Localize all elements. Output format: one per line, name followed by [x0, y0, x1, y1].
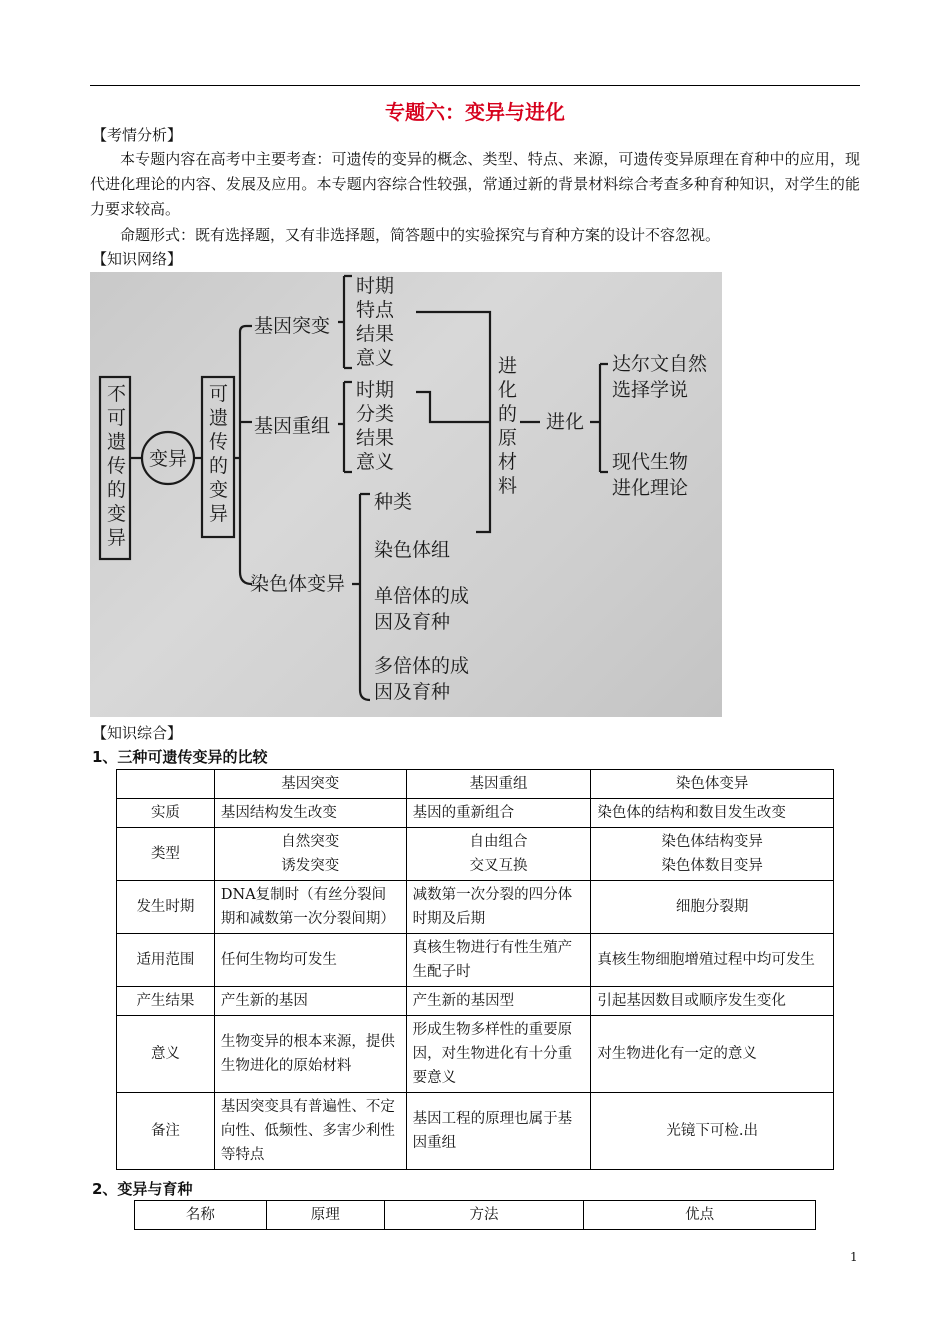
table-cell: 真核生物进行有性生殖产生配子时 [406, 934, 591, 987]
svg-text:多倍体的成: 多倍体的成 [374, 655, 470, 677]
svg-text:化: 化 [498, 379, 518, 401]
table-cell: 染色体结构变异 染色体数目变异 [591, 828, 834, 881]
row-label-cell: 备注 [117, 1093, 215, 1170]
table-cell: 光镜下可检.出 [591, 1093, 834, 1170]
table-header-cell: 优点 [584, 1201, 816, 1230]
branch-gene-recombination: 基因重组 [254, 415, 331, 437]
knowledge-network-diagram [90, 272, 722, 717]
breeding-table [134, 1200, 816, 1230]
table-cell: 真核生物细胞增殖过程中均可发生 [591, 934, 834, 987]
table-cell: 基因的重新组合 [406, 799, 591, 828]
table-cell: 产生新的基因型 [406, 987, 591, 1016]
recombination-items [356, 379, 394, 473]
svg-text:因及育种: 因及育种 [374, 611, 451, 633]
row-label-cell: 意义 [117, 1016, 215, 1093]
table-header-cell: 染色体变异 [591, 770, 834, 799]
raw-material-label [498, 355, 517, 497]
svg-text:结果: 结果 [356, 427, 395, 449]
svg-text:意义: 意义 [356, 451, 395, 473]
svg-text:不: 不 [107, 383, 127, 405]
table-cell: 基因结构发生改变 [214, 799, 406, 828]
table-header-cell: 原理 [266, 1201, 384, 1230]
table-cell: 染色体的结构和数目发生改变 [591, 799, 834, 828]
page-number: 1 [850, 1250, 858, 1264]
row-label-cell: 发生时期 [117, 881, 215, 934]
table2-title: 2、变异与育种 [92, 1180, 193, 1198]
svg-text:原: 原 [498, 427, 518, 449]
table-row [117, 934, 834, 987]
table-row [117, 799, 834, 828]
svg-text:可: 可 [107, 407, 127, 429]
table-cell: 生物变异的根本来源，提供生物进化的原始材料 [214, 1016, 406, 1093]
evolution-label: 进化 [546, 411, 585, 433]
row-label-cell: 适用范围 [117, 934, 215, 987]
row-label-cell: 实质 [117, 799, 215, 828]
svg-text:达尔文自然: 达尔文自然 [612, 353, 708, 375]
svg-text:结果: 结果 [356, 323, 395, 345]
svg-text:异: 异 [107, 527, 127, 549]
svg-text:选择学说: 选择学说 [612, 379, 689, 401]
table-cell: 任何生物均可发生 [214, 934, 406, 987]
table-row [117, 987, 834, 1016]
svg-text:的: 的 [498, 403, 518, 425]
svg-text:变: 变 [209, 479, 229, 501]
svg-text:种类: 种类 [374, 491, 413, 513]
mutation-items [356, 275, 395, 369]
row-label-cell: 类型 [117, 828, 215, 881]
branch-gene-mutation: 基因突变 [254, 315, 331, 337]
table-header-row [117, 770, 834, 799]
heritable-label [209, 383, 228, 525]
table-cell: 引起基因数目或顺序发生变化 [591, 987, 834, 1016]
table-cell: 自由组合 交叉互换 [406, 828, 591, 881]
svg-text:材: 材 [498, 451, 518, 473]
network-heading: 【知识网络】 [92, 250, 183, 268]
table-row [117, 828, 834, 881]
table-cell: 减数第一次分裂的四分体时期及后期 [406, 881, 591, 934]
svg-text:遗: 遗 [107, 431, 127, 453]
table-cell: 自然突变 诱发突变 [214, 828, 406, 881]
variation-label: 变异 [149, 448, 188, 470]
kaoqing-heading: 【考情分析】 [92, 126, 183, 144]
page-title: 专题六：变异与进化 [385, 100, 565, 124]
table-cell: 对生物进化有一定的意义 [591, 1016, 834, 1093]
svg-text:传: 传 [107, 455, 127, 477]
svg-text:传: 传 [209, 431, 229, 453]
table-cell: 细胞分裂期 [591, 881, 834, 934]
svg-text:时期: 时期 [356, 275, 395, 297]
row-label-cell: 产生结果 [117, 987, 215, 1016]
table1-title: 1、三种可遗传变异的比较 [92, 748, 268, 766]
svg-text:因及育种: 因及育种 [374, 681, 451, 703]
svg-text:料: 料 [498, 475, 518, 497]
svg-text:意义: 意义 [356, 347, 395, 369]
svg-text:进化理论: 进化理论 [612, 477, 689, 499]
svg-text:时期: 时期 [356, 379, 395, 401]
table-cell: 形成生物多样性的重要原因，对生物进化有十分重要意义 [406, 1016, 591, 1093]
svg-text:遗: 遗 [209, 407, 229, 429]
non-heritable-label [107, 383, 126, 549]
variation-comparison-table [116, 769, 834, 1170]
table-header-row [135, 1201, 816, 1230]
svg-text:可: 可 [209, 383, 229, 405]
kaoqing-paragraph-2: 命题形式：既有选择题，又有非选择题，简答题中的实验探究与育种方案的设计不容忽视。 [120, 226, 721, 244]
table-row [117, 1093, 834, 1170]
svg-text:变: 变 [107, 503, 127, 525]
svg-text:染色体组: 染色体组 [374, 539, 451, 561]
svg-text:特点: 特点 [356, 299, 395, 321]
theory-darwin [612, 353, 708, 401]
svg-text:现代生物: 现代生物 [612, 451, 689, 473]
header-rule [90, 85, 860, 86]
table-header-cell: 方法 [384, 1201, 584, 1230]
svg-text:分类: 分类 [356, 403, 395, 425]
svg-text:异: 异 [209, 503, 229, 525]
table-row [117, 1016, 834, 1093]
table-header-cell: 基因突变 [214, 770, 406, 799]
table-header-cell: 基因重组 [406, 770, 591, 799]
table-cell: 基因突变具有普遍性、不定向性、低频性、多害少利性等特点 [214, 1093, 406, 1170]
table-header-cell [117, 770, 215, 799]
table-cell: 产生新的基因 [214, 987, 406, 1016]
svg-text:单倍体的成: 单倍体的成 [374, 585, 470, 607]
diagram-svg [90, 272, 722, 717]
zonghe-heading: 【知识综合】 [92, 724, 183, 742]
chromosome-items [374, 491, 469, 703]
kaoqing-paragraph-1: 本专题内容在高考中主要考查：可遗传的变异的概念、类型、特点、来源，可遗传变异原理在育种中的应用，现代进化理论的内容、发展及应用。本专题内容综合性较强，常通过新的背景材料综合考查多种育种知识，对学生的能力要求较高。 [90, 150, 860, 218]
table-row [117, 881, 834, 934]
table-cell: 基因工程的原理也属于基因重组 [406, 1093, 591, 1170]
svg-text:进: 进 [498, 355, 518, 377]
theory-modern [612, 451, 688, 499]
svg-text:的: 的 [209, 455, 229, 477]
svg-text:的: 的 [107, 479, 127, 501]
branch-chromosome-variation: 染色体变异 [250, 573, 346, 595]
table-header-cell: 名称 [135, 1201, 267, 1230]
table-cell: DNA复制时（有丝分裂间期和减数第一次分裂间期） [214, 881, 406, 934]
